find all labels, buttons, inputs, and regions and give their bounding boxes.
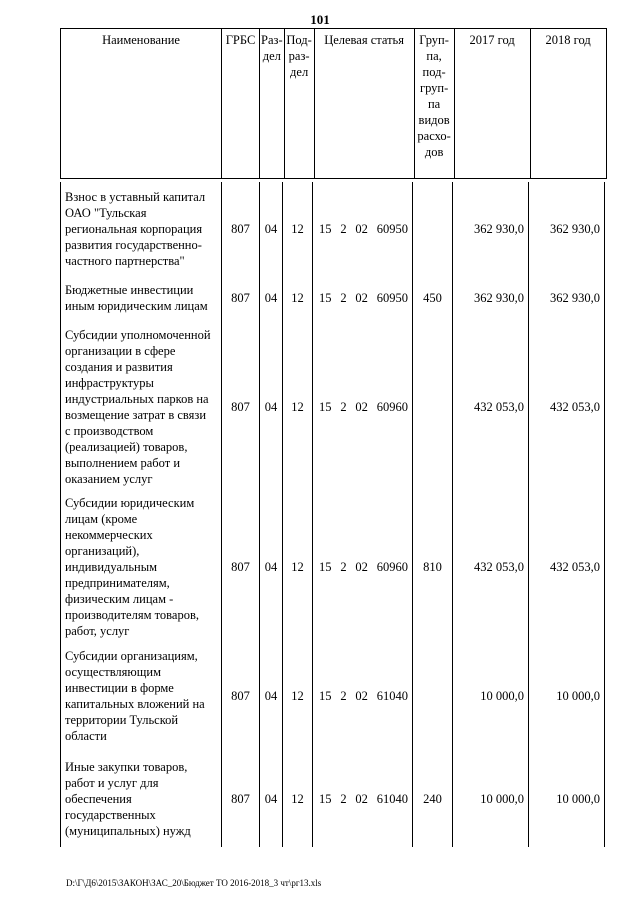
header-subsection: Под- раз- дел (284, 29, 314, 179)
row-target-direction: 60950 (376, 221, 408, 236)
header-section: Раз- дел (260, 29, 285, 179)
row-value-2017: 432 053,0 (453, 493, 529, 641)
row-name: Иные закупки товаров, работ и услуг для обеспечения государственных (муниципальных) нужд (61, 751, 222, 847)
row-subsection: 12 (283, 275, 313, 321)
row-target-direction: 61040 (376, 792, 408, 806)
row-target-event: 02 (355, 221, 368, 236)
row-value-2017: 362 930,0 (453, 275, 529, 321)
row-value-2018: 10 000,0 (529, 641, 605, 751)
row-value-2018: 10 000,0 (529, 751, 605, 847)
row-subsection: 12 (283, 321, 313, 493)
row-target-program: 15 (319, 221, 332, 236)
row-target (313, 751, 413, 847)
row-name: Субсидии уполномоченной организации в сфере создания и развития инфраструктуры индустриальных парков на возмещение затрат в связи с производством (реализацией) товаров, выполнением работ и оказанием услуг (61, 321, 222, 493)
header-grbs: ГРБС (222, 29, 260, 179)
row-value-2017: 10 000,0 (453, 641, 529, 751)
row-target (313, 493, 413, 641)
row-section: 04 (260, 751, 283, 847)
table-row (61, 182, 605, 275)
row-section: 04 (260, 321, 283, 493)
row-target-direction: 60960 (376, 560, 408, 574)
row-section: 04 (260, 641, 283, 751)
row-target-event: 02 (355, 291, 368, 305)
row-target (313, 641, 413, 751)
table-row (61, 275, 605, 321)
row-target-subprogram: 2 (340, 291, 347, 305)
header-year-2017: 2017 год (454, 29, 530, 179)
row-grbs: 807 (222, 493, 260, 641)
table-body (60, 182, 605, 847)
row-target-subprogram: 2 (340, 560, 347, 574)
row-value-2017: 362 930,0 (453, 182, 529, 275)
table-row (61, 321, 605, 493)
row-value-2018: 362 930,0 (529, 182, 605, 275)
row-group (413, 321, 453, 493)
row-section: 04 (260, 182, 283, 275)
row-value-2018: 432 053,0 (529, 493, 605, 641)
table-header (60, 28, 607, 179)
row-target-event: 02 (355, 792, 368, 806)
row-target-direction: 60960 (376, 400, 408, 414)
header-group: Груп- па, под- груп- па видов расхо- дов (414, 29, 454, 179)
row-group: 240 (413, 751, 453, 847)
row-subsection: 12 (283, 182, 313, 275)
row-target-subprogram: 2 (340, 221, 347, 236)
row-target-program: 15 (319, 689, 332, 703)
row-group (413, 182, 453, 275)
row-target (313, 321, 413, 493)
row-target-subprogram: 2 (340, 689, 347, 703)
header-year-2018: 2018 год (530, 29, 606, 179)
row-target-program: 15 (319, 400, 332, 414)
row-group: 810 (413, 493, 453, 641)
row-grbs: 807 (222, 275, 260, 321)
row-value-2018: 362 930,0 (529, 275, 605, 321)
row-name: Субсидии юридическим лицам (кроме некоммерческих организаций), индивидуальным предпринимателям, физическим лицам - производителям товаров, работ, услуг (61, 493, 222, 641)
row-target-event: 02 (355, 560, 368, 574)
table-row (61, 641, 605, 751)
row-target-program: 15 (319, 560, 332, 574)
row-target (313, 275, 413, 321)
row-target-direction: 61040 (376, 689, 408, 703)
file-path-footer: D:\Г\Д6\2015\ЗАКОН\ЗАС_20\Бюджет ТО 2016-2018_3 чт\рг13.xls (66, 878, 322, 888)
header-name: Наименование (61, 29, 222, 179)
row-grbs: 807 (222, 641, 260, 751)
row-group: 450 (413, 275, 453, 321)
row-section: 04 (260, 275, 283, 321)
row-value-2017: 10 000,0 (453, 751, 529, 847)
row-target-program: 15 (319, 291, 332, 305)
page-number: 101 (310, 12, 330, 27)
table-row (61, 493, 605, 641)
row-name: Субсидии организациям, осуществляющим инвестиции в форме капитальных вложений на территории Тульской области (61, 641, 222, 751)
row-value-2017: 432 053,0 (453, 321, 529, 493)
row-grbs: 807 (222, 321, 260, 493)
row-target-event: 02 (355, 689, 368, 703)
row-name: Бюджетные инвестиции иным юридическим лицам (61, 275, 222, 321)
row-section: 04 (260, 493, 283, 641)
row-grbs: 807 (222, 751, 260, 847)
row-target (313, 182, 413, 275)
row-value-2018: 432 053,0 (529, 321, 605, 493)
row-subsection: 12 (283, 493, 313, 641)
row-target-event: 02 (355, 400, 368, 414)
row-grbs: 807 (222, 182, 260, 275)
row-target-direction: 60950 (376, 291, 408, 305)
table-row (61, 751, 605, 847)
header-target: Целевая статья (314, 29, 414, 179)
row-subsection: 12 (283, 641, 313, 751)
row-subsection: 12 (283, 751, 313, 847)
row-target-subprogram: 2 (340, 792, 347, 806)
row-target-program: 15 (319, 792, 332, 806)
row-target-subprogram: 2 (340, 400, 347, 414)
row-name: Взнос в уставный капитал ОАО "Тульская региональная корпорация развития государственно- частного партнерства" (61, 182, 222, 275)
row-group (413, 641, 453, 751)
